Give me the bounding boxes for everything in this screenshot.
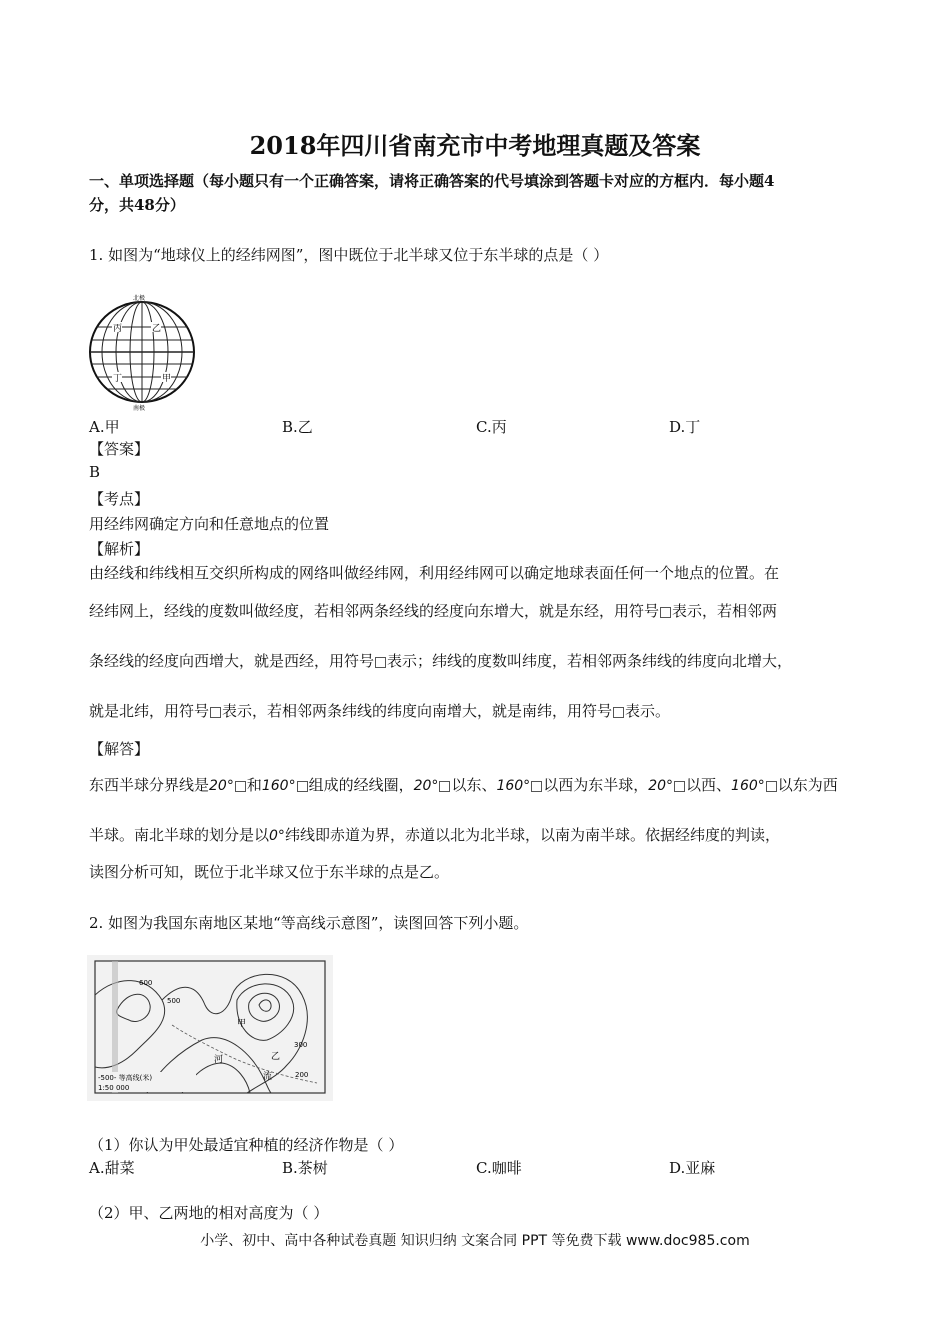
- globe-label-ding: 丁: [113, 374, 123, 384]
- jiexi-line4: 就是北纬，用符号 表示，若相邻两条纬线的纬度向南增大，就是南纬，用符号 表示。: [89, 702, 671, 720]
- page-title: 2018年四川省南充市中考地理真题及答案: [249, 131, 701, 160]
- contour-label-200: 200: [295, 1071, 309, 1079]
- map-label-liu: 流: [263, 1072, 273, 1082]
- q2-stem: 2. 如图为我国东南地区某地“等高线示意图”，读图回答下列小题。: [89, 914, 529, 932]
- jiexi-line1: 由经线和纬线相互交织所构成的网络叫做经纬网，利用经纬网可以确定地球表面任何一个地点的位置。在: [89, 564, 780, 582]
- answer-label: 【答案】: [89, 440, 150, 458]
- q1-stem: 1. 如图为“地球仪上的经纬网图”，图中既位于北半球又位于东半球的点是（ ）: [89, 246, 609, 264]
- globe-figure: [85, 292, 200, 412]
- q1-option-b: B.乙: [282, 418, 313, 436]
- contour-label-600: 600: [139, 979, 153, 987]
- q2-sub1: （1）你认为甲处最适宜种植的经济作物是（ ）: [89, 1136, 404, 1154]
- q2-sub1-option-b: B.茶树: [282, 1159, 328, 1177]
- section-heading-line2: 分，共48分）: [89, 196, 185, 214]
- contour-label-500: 500: [167, 997, 181, 1005]
- q2-sub1-option-d: D.亚麻: [669, 1159, 716, 1177]
- q2-sub1-option-a: A.甜菜: [89, 1159, 135, 1177]
- q1-option-d: D.丁: [669, 418, 701, 436]
- globe-label-bottom: 南极: [132, 405, 146, 412]
- globe-label-bing: 丙: [113, 324, 123, 334]
- map-scale: 1:50 000: [98, 1084, 130, 1092]
- q2-sub1-option-c: C.咖啡: [476, 1159, 522, 1177]
- jiexi-line2: 经纬网上，经线的度数叫做经度，若相邻两条经线的经度向东增大，就是东经，用符号 表示，若相邻两: [89, 602, 778, 620]
- q1-option-a: A.甲: [89, 418, 120, 436]
- jiexi-label: 【解析】: [89, 540, 150, 558]
- jieda-line3: 读图分析可知，既位于北半球又位于东半球的点是乙。: [89, 863, 450, 881]
- jiexi-line3: 条经线的经度向西增大，就是西经，用符号 表示；纬线的度数叫纬度，若相邻两条纬线的纬度向北增大，: [89, 652, 793, 670]
- globe-label-jia: 甲: [162, 374, 172, 384]
- symbol-placeholder: [375, 657, 386, 668]
- map-label-he: 河: [214, 1055, 224, 1065]
- jieda-line2: 半球。南北半球的划分是以0°纬线即赤道为界，赤道以北为北半球，以南为南半球。依据经纬度的判读，: [89, 826, 780, 844]
- jieda-line1: 东西半球分界线是20° 和160° 组成的经线圈，20° 以东、160° 以西为东半球，20° 以西、160° 以东为西: [89, 776, 838, 794]
- globe-label-yi: 乙: [152, 324, 162, 334]
- map-label-yi: 乙: [271, 1052, 281, 1062]
- jieda-label: 【解答】: [89, 740, 150, 758]
- contour-label-300: 300: [294, 1041, 308, 1049]
- kaodian-label: 【考点】: [89, 490, 150, 508]
- q1-option-c: C.丙: [476, 418, 507, 436]
- footer-text: 小学、初中、高中各种试卷真题 知识归纳 文案合同 PPT 等免费下载 www.doc985.com: [200, 1233, 750, 1249]
- map-label-jia: 甲: [237, 1019, 247, 1029]
- q2-sub2: （2）甲、乙两地的相对高度为（ ）: [89, 1204, 329, 1222]
- answer-value: B: [89, 463, 101, 481]
- symbol-placeholder: [660, 607, 671, 618]
- section-heading-line1: 一、单项选择题（每小题只有一个正确答案，请将正确答案的代号填涂到答题卡对应的方框内．每小题4: [89, 172, 775, 190]
- globe-label-top: 北极: [132, 295, 146, 302]
- kaodian-text: 用经纬网确定方向和任意地点的位置: [89, 515, 330, 533]
- map-legend: -500- 等高线(米): [98, 1074, 153, 1082]
- symbol-placeholder: [210, 707, 221, 718]
- symbol-placeholder: [613, 707, 624, 718]
- contour-map-figure: [87, 955, 333, 1101]
